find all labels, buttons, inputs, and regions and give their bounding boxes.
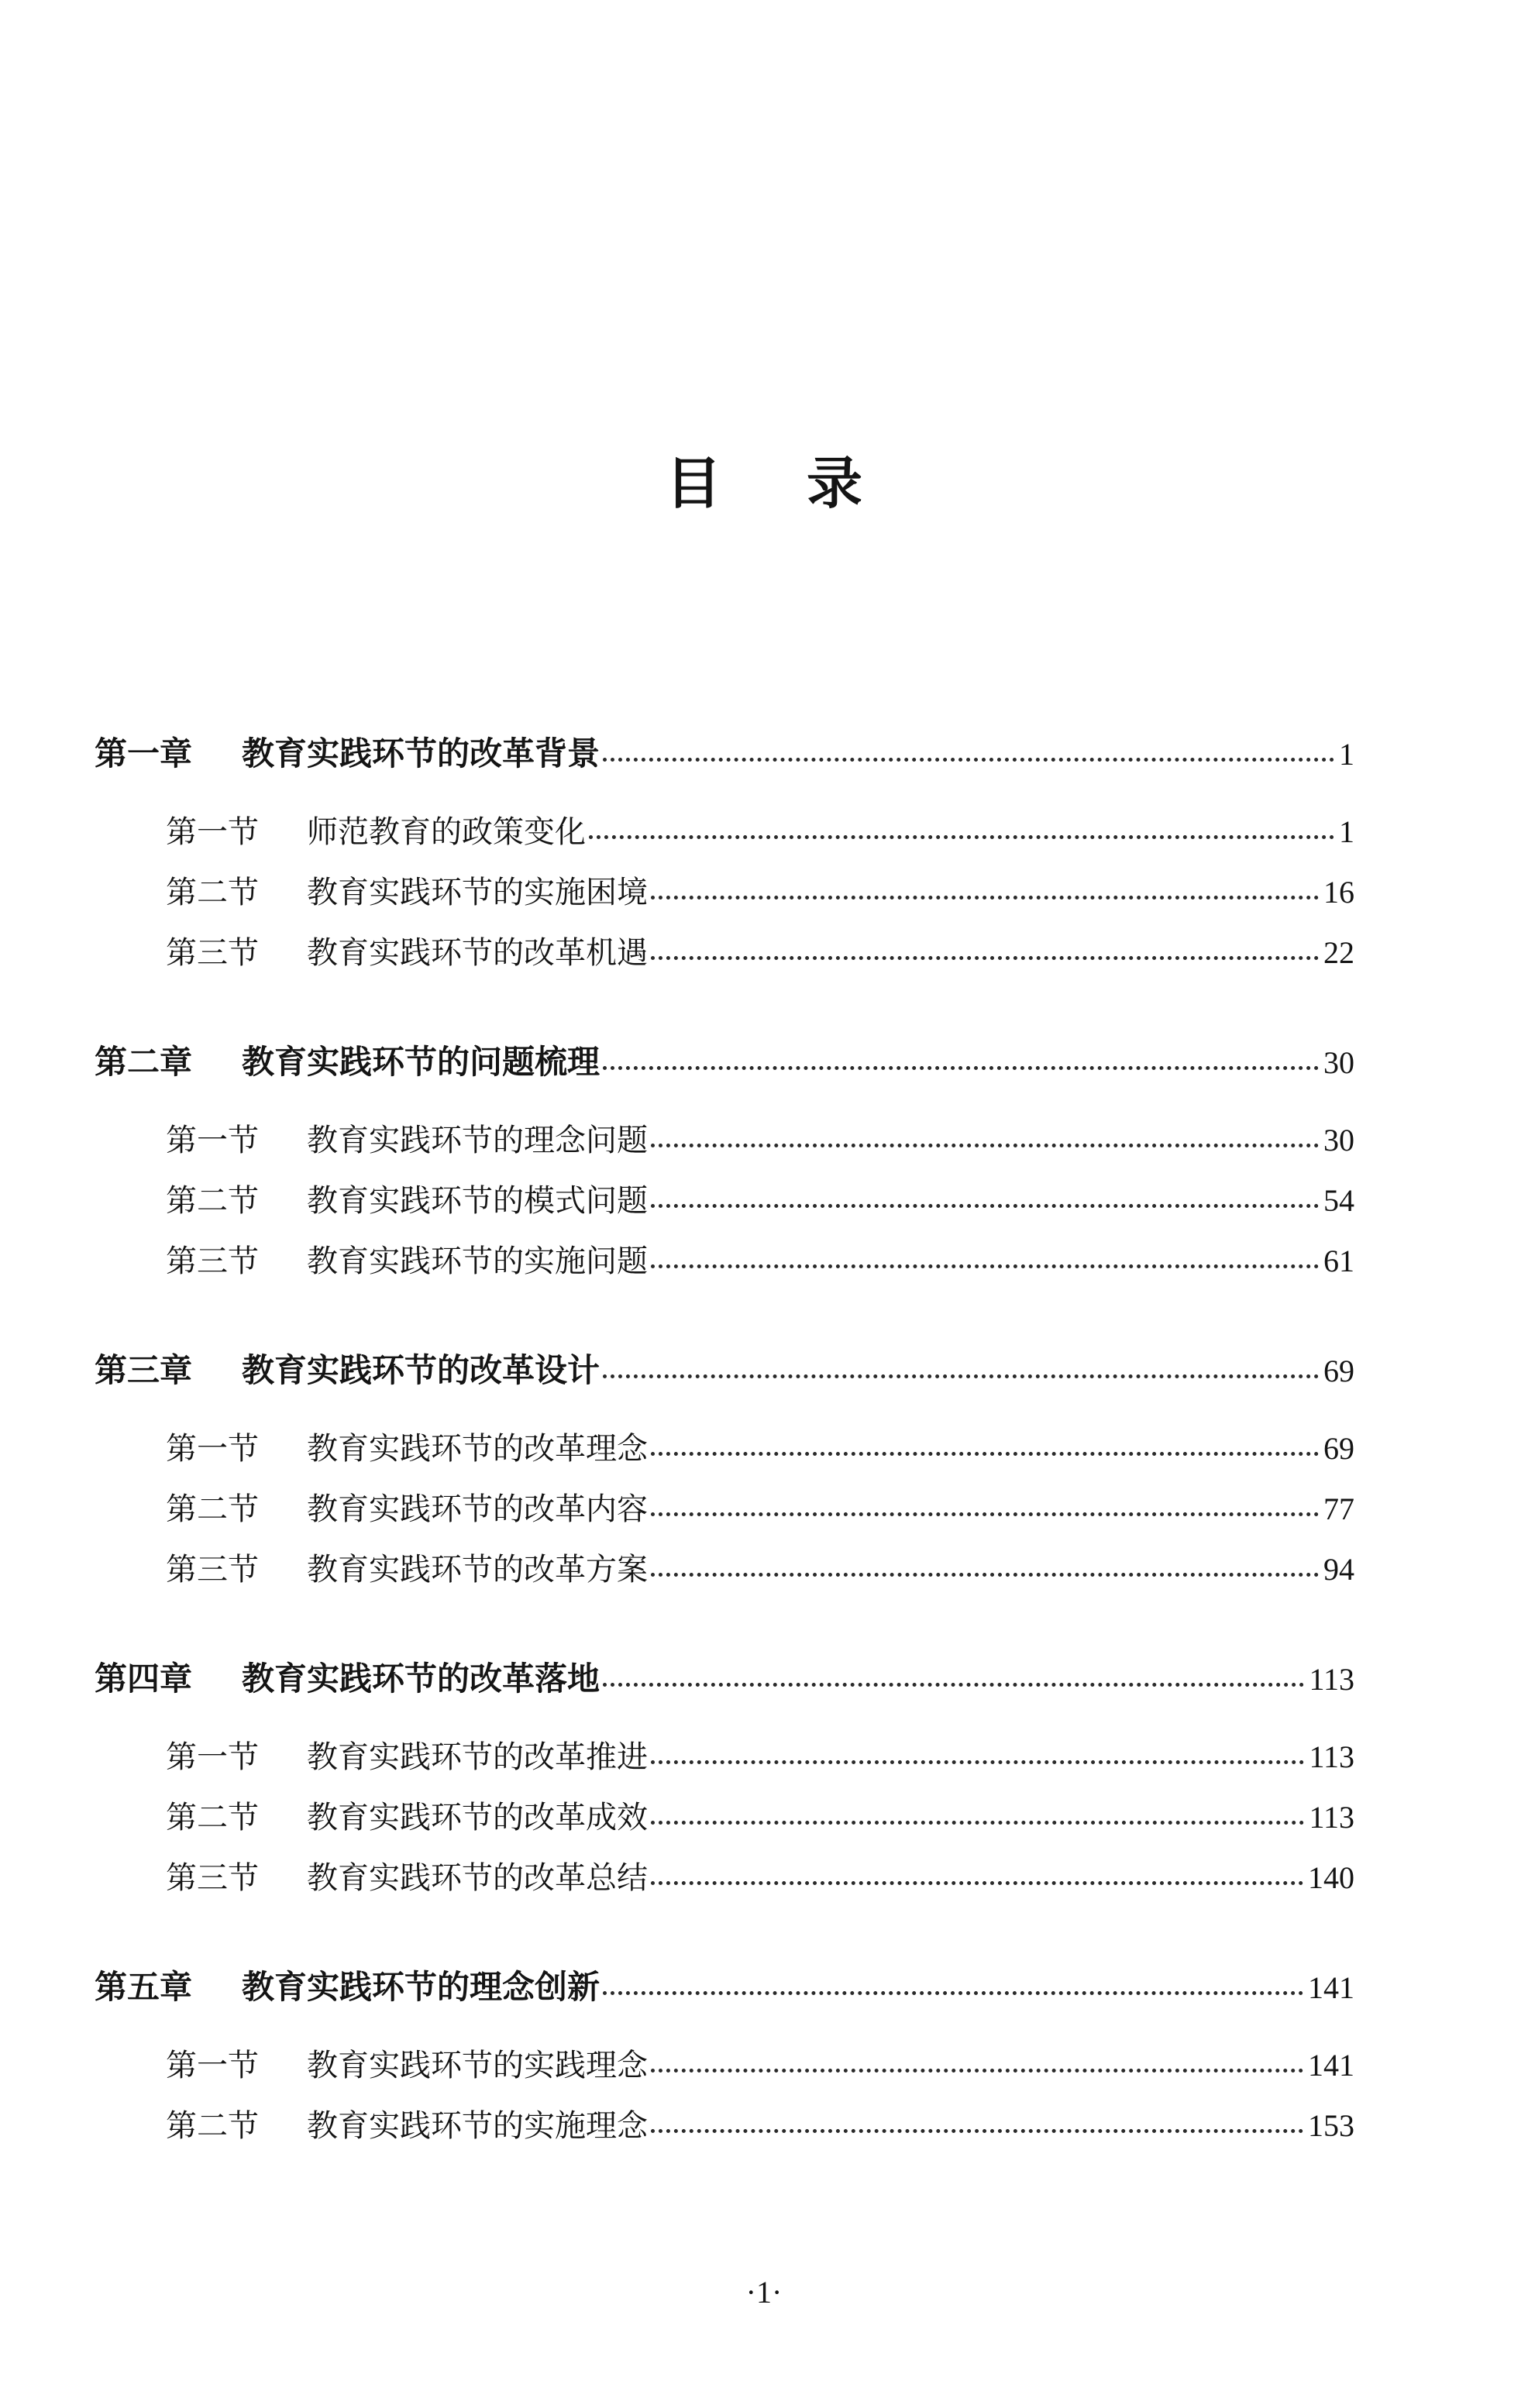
dot-leader — [651, 1452, 1319, 1456]
dot-leader — [651, 1512, 1319, 1516]
dot-leader — [589, 835, 1334, 839]
section-page-number: 141 — [1308, 2048, 1354, 2083]
toc-section-3-1[interactable] — [166, 1424, 1354, 1468]
section-title: 师范教育的政策变化 — [307, 814, 586, 850]
chapter-title: 教育实践环节的问题梳理 — [242, 1043, 601, 1081]
section-label: 第二节 — [166, 875, 259, 910]
toc-chapter-1[interactable] — [95, 728, 1354, 775]
chapter-page-number: 141 — [1308, 1970, 1354, 2005]
section-page-number: 16 — [1323, 875, 1354, 910]
chapter-title: 教育实践环节的改革落地 — [242, 1660, 601, 1698]
toc-section-4-2[interactable] — [166, 1793, 1354, 1837]
section-title: 教育实践环节的改革内容 — [307, 1491, 648, 1527]
section-page-number: 77 — [1323, 1491, 1354, 1526]
toc-section-1-3[interactable] — [166, 928, 1354, 972]
chapter-label: 第二章 — [95, 1043, 193, 1081]
dot-leader — [651, 2069, 1303, 2073]
chapter-label: 第四章 — [95, 1660, 193, 1698]
section-title: 教育实践环节的改革理念 — [307, 1431, 648, 1467]
section-label: 第一节 — [166, 1123, 259, 1158]
dot-leader — [603, 1066, 1319, 1070]
dot-leader — [603, 1374, 1319, 1378]
section-label: 第三节 — [166, 935, 259, 971]
section-title: 教育实践环节的改革总结 — [307, 1860, 648, 1896]
toc-section-3-3[interactable] — [166, 1545, 1354, 1589]
section-page-number: 153 — [1308, 2108, 1354, 2143]
section-page-number: 113 — [1309, 1739, 1354, 1774]
chapter-page-number: 113 — [1309, 1662, 1354, 1697]
section-label: 第三节 — [166, 1244, 259, 1279]
section-page-number: 94 — [1323, 1552, 1354, 1587]
section-title: 教育实践环节的改革成效 — [307, 1800, 648, 1835]
chapter-page-number: 30 — [1323, 1045, 1354, 1080]
chapter-page-number: 69 — [1323, 1354, 1354, 1388]
dot-leader — [651, 1204, 1319, 1208]
chapter-label: 第三章 — [95, 1351, 193, 1389]
dot-leader — [603, 758, 1334, 762]
section-label: 第二节 — [166, 1800, 259, 1835]
chapter-title: 教育实践环节的理念创新 — [242, 1968, 601, 2006]
toc-chapter-3[interactable] — [95, 1345, 1354, 1391]
toc-section-1-1[interactable] — [166, 807, 1354, 851]
dot-leader — [651, 896, 1319, 900]
dot-leader — [651, 2129, 1303, 2133]
dot-leader — [603, 1991, 1303, 1995]
section-page-number: 54 — [1323, 1183, 1354, 1218]
section-label: 第三节 — [166, 1552, 259, 1588]
section-page-number: 69 — [1323, 1431, 1354, 1466]
section-title: 教育实践环节的实践理念 — [307, 2048, 648, 2083]
section-label: 第一节 — [166, 1431, 259, 1467]
section-page-number: 61 — [1323, 1244, 1354, 1278]
dot-leader — [651, 1264, 1319, 1268]
toc-section-5-1[interactable] — [166, 2041, 1354, 2085]
section-title: 教育实践环节的实施理念 — [307, 2108, 648, 2144]
title-char: 录 — [807, 450, 863, 516]
chapter-title: 教育实践环节的改革背景 — [242, 734, 601, 772]
section-title: 教育实践环节的改革方案 — [307, 1552, 648, 1588]
section-label: 第三节 — [166, 1860, 259, 1896]
section-page-number: 113 — [1309, 1800, 1354, 1835]
section-label: 第一节 — [166, 2048, 259, 2083]
toc-section-2-3[interactable] — [166, 1237, 1354, 1281]
toc-section-4-1[interactable] — [166, 1732, 1354, 1777]
toc-section-5-2[interactable] — [166, 2101, 1354, 2145]
section-title: 教育实践环节的理念问题 — [307, 1123, 648, 1158]
title-char: 目 — [665, 450, 721, 516]
chapter-label: 第一章 — [95, 734, 193, 772]
toc-section-1-2[interactable] — [166, 868, 1354, 912]
chapter-title: 教育实践环节的改革设计 — [242, 1351, 601, 1389]
section-page-number: 22 — [1323, 935, 1354, 970]
toc-chapter-4[interactable] — [95, 1653, 1354, 1700]
section-label: 第一节 — [166, 814, 259, 850]
section-title: 教育实践环节的改革推进 — [307, 1739, 648, 1775]
toc-chapter-5[interactable] — [95, 1962, 1354, 2008]
section-title: 教育实践环节的模式问题 — [307, 1183, 648, 1219]
section-title: 教育实践环节的实施困境 — [307, 875, 648, 910]
chapter-label: 第五章 — [95, 1968, 193, 2006]
toc-section-4-3[interactable] — [166, 1853, 1354, 1897]
dot-leader — [651, 1760, 1304, 1764]
dot-leader — [651, 1144, 1319, 1147]
section-page-number: 1 — [1339, 814, 1354, 849]
dot-leader — [651, 1881, 1303, 1885]
toc-section-2-1[interactable] — [166, 1116, 1354, 1160]
toc-section-3-2[interactable] — [166, 1484, 1354, 1529]
dot-leader — [651, 1573, 1319, 1577]
section-title: 教育实践环节的改革机遇 — [307, 935, 648, 971]
section-title: 教育实践环节的实施问题 — [307, 1244, 648, 1279]
section-label: 第二节 — [166, 2108, 259, 2144]
chapter-page-number: 1 — [1339, 737, 1354, 772]
dot-leader — [603, 1683, 1304, 1687]
toc-section-2-2[interactable] — [166, 1176, 1354, 1220]
section-label: 第二节 — [166, 1183, 259, 1219]
toc-chapter-2[interactable] — [95, 1037, 1354, 1083]
section-page-number: 140 — [1308, 1860, 1354, 1895]
section-label: 第二节 — [166, 1491, 259, 1527]
dot-leader — [651, 956, 1319, 960]
section-page-number: 30 — [1323, 1123, 1354, 1158]
dot-leader — [651, 1821, 1304, 1825]
page-number-footer: ·1· — [745, 2275, 783, 2310]
section-label: 第一节 — [166, 1739, 259, 1775]
